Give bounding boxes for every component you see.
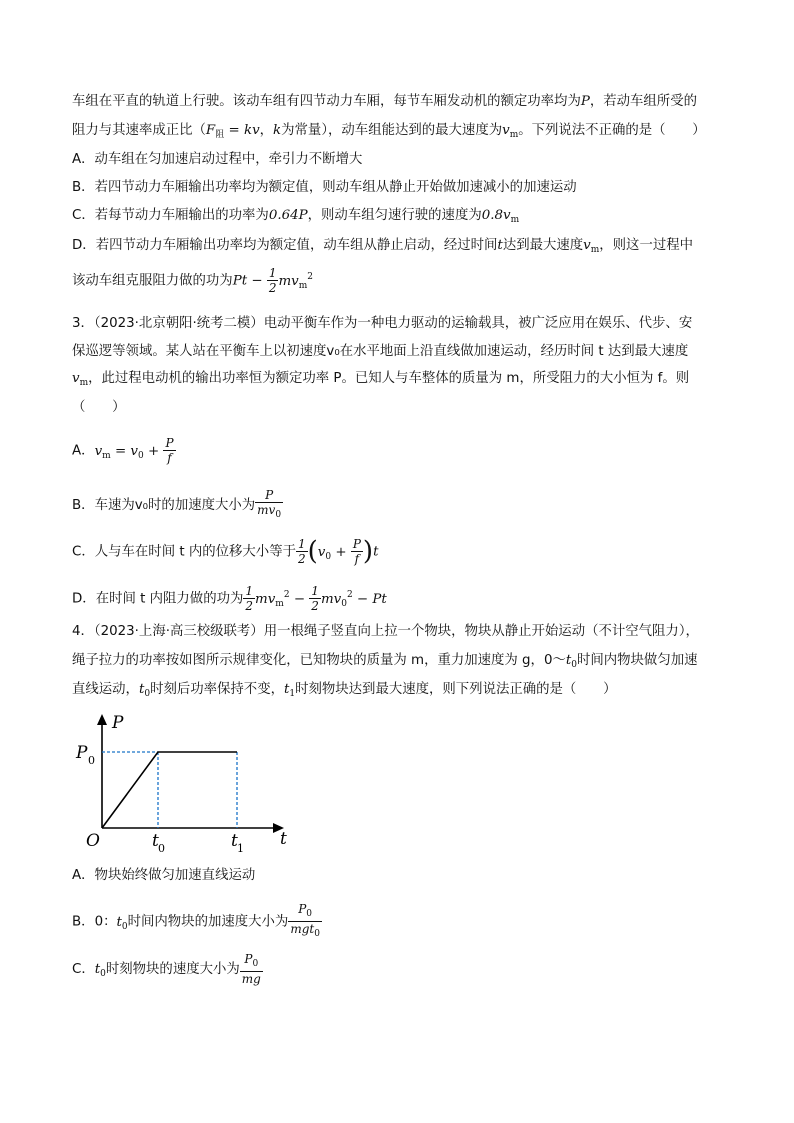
t1-label-sub: 1 bbox=[237, 842, 244, 855]
q3-option-d: D．在时间 t 内阻力做的功为 $\frac{1}{2}$ $mv_m^2$ − $\frac{1}{2}$ $mv_0^2 - Pt$ bbox=[72, 584, 387, 613]
q2-stem-line2: 阻力与其速率成正比（$F_阻$ = kv，k为常量），动车组能达到的最大速度为$v_m$。下列说法不正确的是（ ） bbox=[72, 123, 706, 140]
math-P: P bbox=[580, 94, 590, 109]
t1-label: t bbox=[231, 831, 238, 851]
q3-stem-line2: 保巡逻等领域。某人站在平衡车上以初速度v₀在水平地面上沿直线做加速运动，经历时间 t 达到最大速度 bbox=[72, 344, 689, 359]
q3-stem-line4: （ ） bbox=[72, 400, 126, 415]
q2-stem-line1: 车组在平直的轨道上行驶。该动车组有四节动力车厢，每节车厢发动机的额定功率均为P，若动车组所受的 bbox=[72, 94, 697, 109]
q3-option-a: A．$v_m = v_0$ + $\frac{P}{f}$ bbox=[72, 436, 174, 465]
q2-option-c: C．若每节动力车厢输出的功率为0.64P，则动车组匀速行驶的速度为$0.8v_m$ bbox=[72, 208, 520, 225]
math-f-kv: $F_阻$ = kv bbox=[205, 123, 260, 140]
q3-option-b: B．车速为v₀时的加速度大小为 $\frac{P}{mv_0}$ bbox=[72, 488, 282, 520]
origin-label: O bbox=[86, 831, 100, 851]
p0-label: P bbox=[76, 743, 88, 763]
q4-option-a: A．物块始终做匀加速直线运动 bbox=[72, 868, 256, 883]
power-time-graph bbox=[72, 710, 302, 860]
q4-option-c: C．$t_0$时刻物块的速度大小为 $\frac{P_0}{mg}$ bbox=[72, 952, 261, 986]
t0-label: t bbox=[152, 831, 159, 851]
q3-stem-line3: $v_m$，此过程电动机的输出功率恒为额定功率 P。已知人与车整体的质量为 m，所受阻力的大小恒为 f。则 bbox=[72, 371, 690, 388]
q2-option-b: B．若四节动力车厢输出功率均为额定值，则动车组从静止开始做加速减小的加速运动 bbox=[72, 180, 577, 195]
y-axis-label: P bbox=[112, 713, 124, 733]
y-axis-arrow bbox=[97, 714, 107, 725]
t0-label-sub: 0 bbox=[158, 842, 165, 855]
q2-option-a: A．动车组在匀加速启动过程中，牵引力不断增大 bbox=[72, 152, 363, 167]
q4-stem-line2: 绳子拉力的功率按如图所示规律变化，已知物块的质量为 m，重力加速度为 g，$0\sim t_0$时间内物块做匀加速 bbox=[72, 653, 698, 670]
p0-label-sub: 0 bbox=[88, 754, 95, 767]
q4-stem-line1: 4．（2023·上海·高三校级联考）用一根绳子竖直向上拉一个物块，物块从静止开始运动（不计空气阻力）， bbox=[72, 624, 699, 639]
q2-option-d-line2: 该动车组克服阻力做的功为Pt − $\frac{1}{2}$ $mv_m^2$ bbox=[72, 266, 313, 295]
q4-stem-line3: 直线运动，$t_0$时刻后功率保持不变，$t_1$时刻物块达到最大速度，则下列说法正确的是（ ） bbox=[72, 682, 617, 699]
x-axis-label: t bbox=[280, 829, 287, 849]
q3-option-c: C．人与车在时间 t 内的位移大小等于 $\frac{1}{2}$ ($v_0$ + $\frac{P}{f}$ )t bbox=[72, 536, 379, 567]
math-vm: $v_m$ bbox=[502, 123, 519, 140]
q3-stem-line1: 3．（2023·北京朝阳·统考二模）电动平衡车作为一种电力驱动的运输载具，被广泛应用在娱乐、代步、安 bbox=[72, 316, 693, 331]
q2-option-d: D．若四节动力车厢输出功率均为额定值，动车组从静止启动，经过时间t达到最大速度$v_m$，则这一过程中 bbox=[72, 238, 694, 255]
power-curve bbox=[102, 752, 237, 828]
q4-option-b: B．0：$t_0$时间内物块的加速度大小为 $P_0$ mgt$_0$ bbox=[72, 902, 320, 939]
